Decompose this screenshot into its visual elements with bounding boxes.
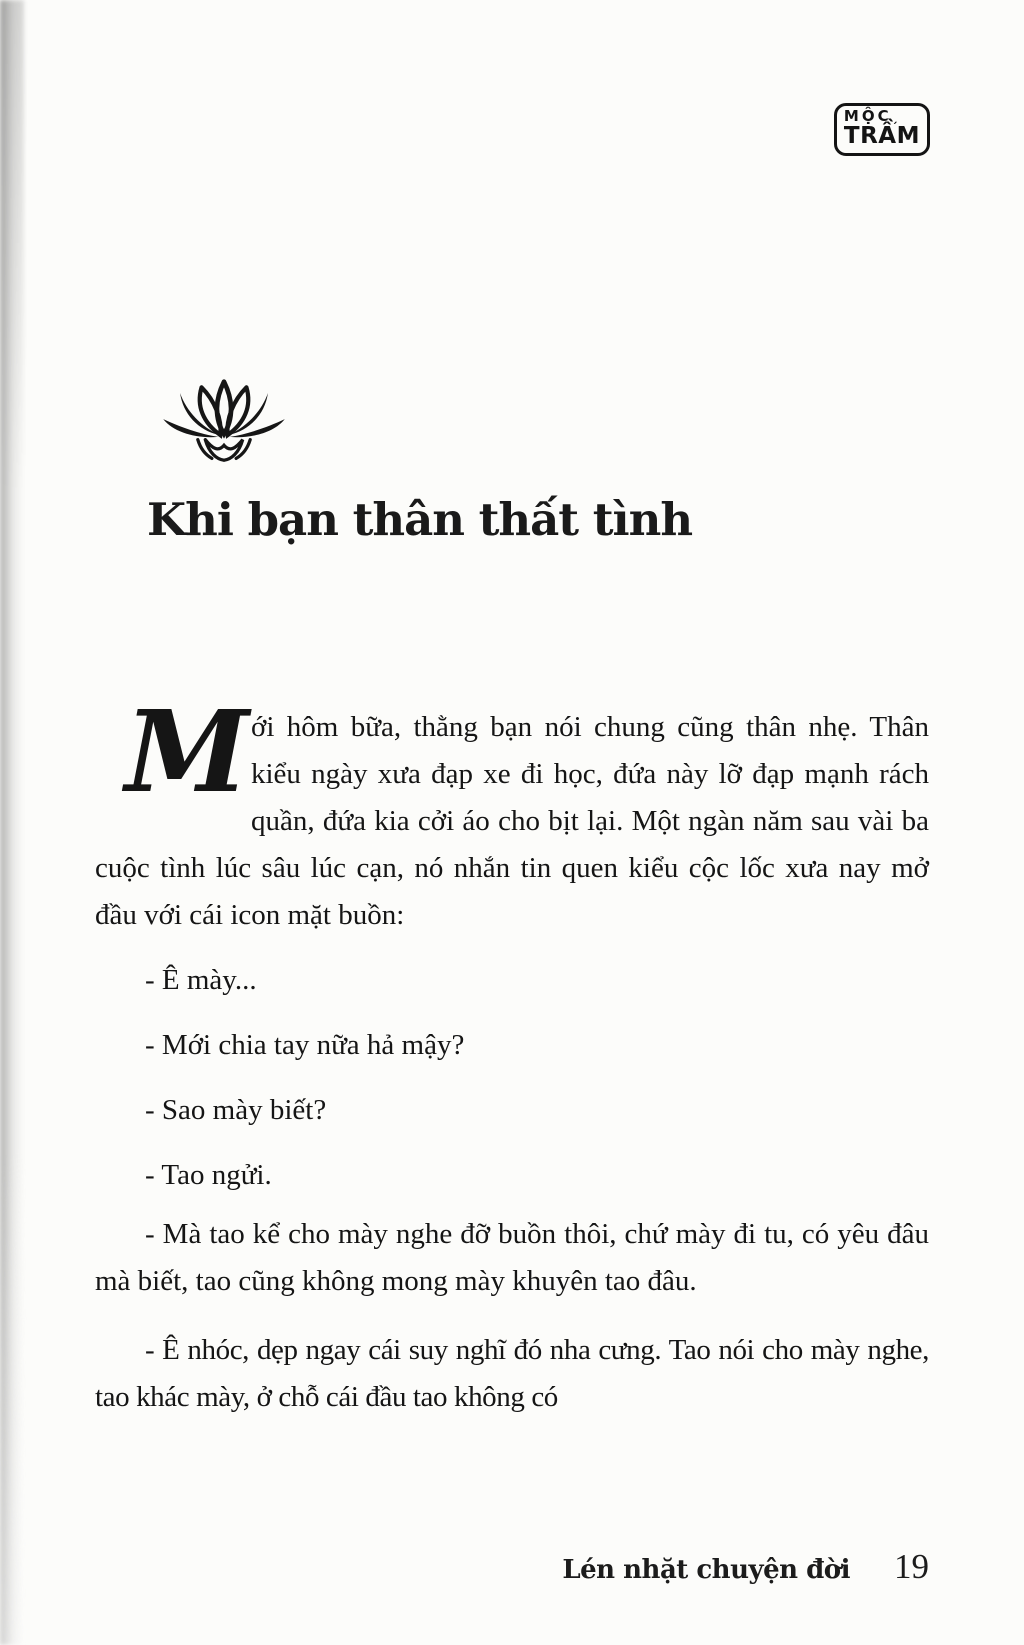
dialogue-line: - Ê mày...	[145, 964, 257, 996]
lotus-icon	[145, 378, 303, 464]
publisher-logo-line1: MỘC ˏ	[844, 109, 920, 124]
body-paragraph: - Mà tao kể cho mày nghe đỡ buồn thôi, chứ mày đi tu, có yêu đâu mà biết, tao cũng không mong mày khuyên tao đâu.	[95, 1218, 929, 1297]
drop-cap: M	[125, 687, 245, 818]
opening-paragraph-text: ới hôm bữa, thằng bạn nói chung cũng thân nhẹ. Thân kiểu ngày xưa đạp xe đi học, đứa này lỡ đạp mạnh rách quần, đứa kia cởi áo cho bịt lại. Một ngàn năm sau vài ba cuộc tình lúc sâu lúc cạn, nó nhắn tin quen kiểu cộc lốc xưa nay mở đầu với cái icon mặt buồn:	[95, 711, 929, 931]
chapter-title: Khi bạn thân thất tình	[147, 493, 693, 546]
publisher-logo-line2: TRẦM	[843, 123, 920, 149]
page-footer	[562, 1547, 929, 1587]
dialogue-line: - Sao mày biết?	[145, 1094, 327, 1126]
dialogue-line: - Tao ngửi.	[145, 1159, 272, 1191]
opening-paragraph	[95, 687, 929, 939]
body-paragraph: - Ê nhóc, dẹp ngay cái suy nghĩ đó nha cưng. Tao nói cho mày nghe, tao khác mày, ở chỗ cái đầu tao không có	[95, 1334, 929, 1413]
page-content	[0, 378, 1024, 1421]
dialogue-line: - Mới chia tay nữa hả mậy?	[145, 1029, 465, 1061]
running-title: Lén nhặt chuyện đời	[562, 1555, 850, 1585]
page-number: 19	[894, 1547, 929, 1586]
publisher-logo	[834, 103, 930, 156]
